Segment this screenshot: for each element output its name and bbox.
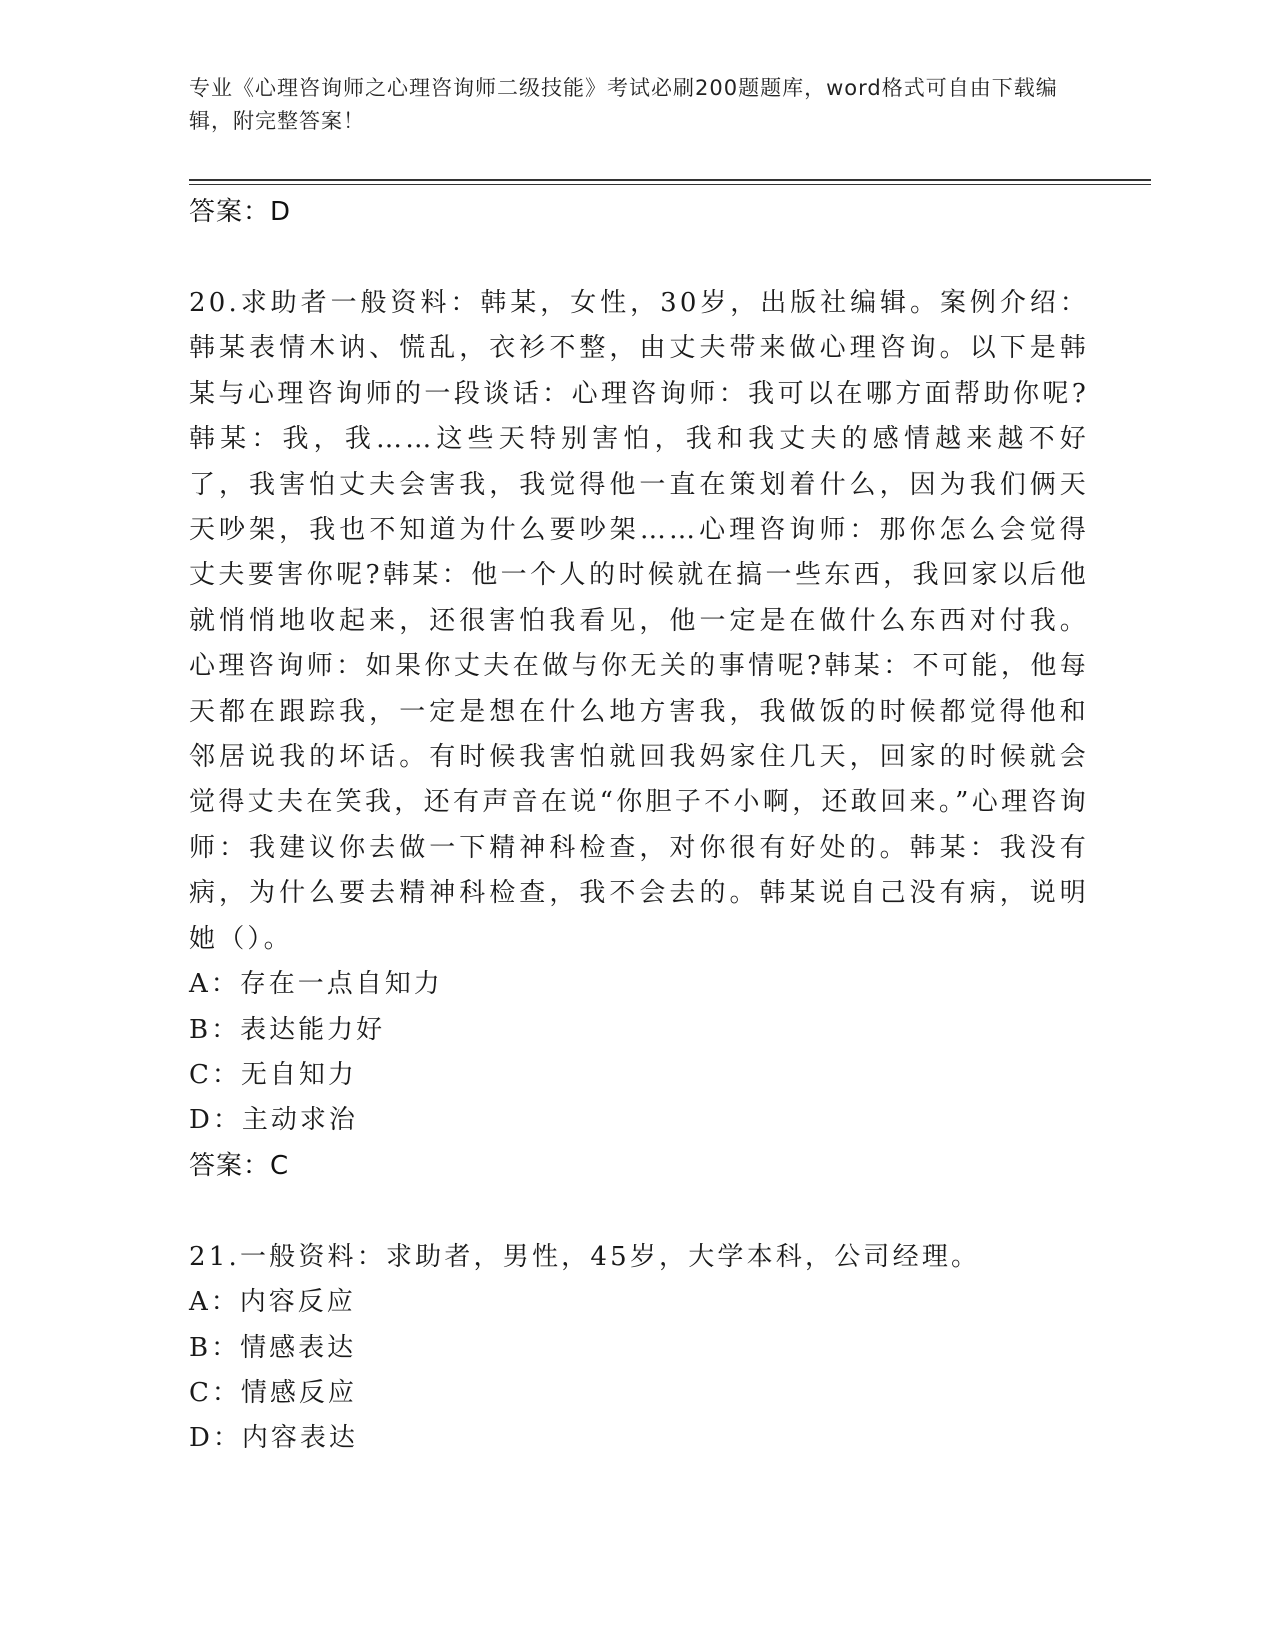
question-answer: 答案：C (189, 1150, 290, 1181)
option-d: D：主动求治 (189, 1105, 358, 1136)
spacer (189, 234, 1089, 281)
header-rule-thick (189, 179, 1151, 181)
question-text: 20.求助者一般资料：韩某，女性，30岁，出版社编辑。案例介绍：韩某表情木讷、慌乱，衣衫不整，由丈夫带来做心理咨询。以下是韩某与心理咨询师的一段谈话：心理咨询师：我可以在哪方面帮助你呢?韩某：我，我……这些天特别害怕，我和我丈夫的感情越来越不好了，我害怕丈夫会害我，我觉得他一直在策划着什么，因为我们俩天天吵架，我也不知道为什么要吵架……心理咨询师：那你怎么会觉得丈夫要害你呢?韩某：他一个人的时候就在搞一些东西，我回家以后他就悄悄地收起来，还很害怕我看见，他一定是在做什么东西对付我。心理咨询师：如果你丈夫在做与你无关的事情呢?韩某：不可能，他每天都在跟踪我，一定是想在什么地方害我，我做饭的时候都觉得他和邻居说我的坏话。有时候我害怕就回我妈家住几天，回家的时候就会觉得丈夫在笑我，还有声音在说“你胆子不小啊，还敢回来。”心理咨询师：我建议你去做一下精神科检查，对你很有好处的。韩某：我没有病，为什么要去精神科检查，我不会去的。韩某说自己没有病，说明她（）。 (189, 288, 1089, 954)
option-a: A：内容反应 (189, 1287, 356, 1318)
question-text: 21.一般资料：求助者，男性，45岁，大学本科，公司经理。 (189, 1241, 981, 1272)
option-a: A：存在一点自知力 (189, 969, 443, 1000)
option-c: C：情感反应 (189, 1377, 357, 1408)
question-21 (189, 1235, 1089, 1462)
option-b: B：情感表达 (189, 1332, 357, 1363)
header-rule-thin (189, 184, 1151, 185)
document-body (189, 190, 1089, 1462)
spacer (189, 1188, 1089, 1235)
option-c: C：无自知力 (189, 1059, 357, 1090)
page-header: 专业《心理咨询师之心理咨询师二级技能》考试必刷200题题库，word格式可自由下载编辑，附完整答案！ (189, 76, 1058, 133)
question-20 (189, 281, 1089, 1188)
previous-answer: 答案：D (189, 197, 292, 227)
option-b: B：表达能力好 (189, 1014, 386, 1045)
option-d: D：内容表达 (189, 1423, 358, 1454)
